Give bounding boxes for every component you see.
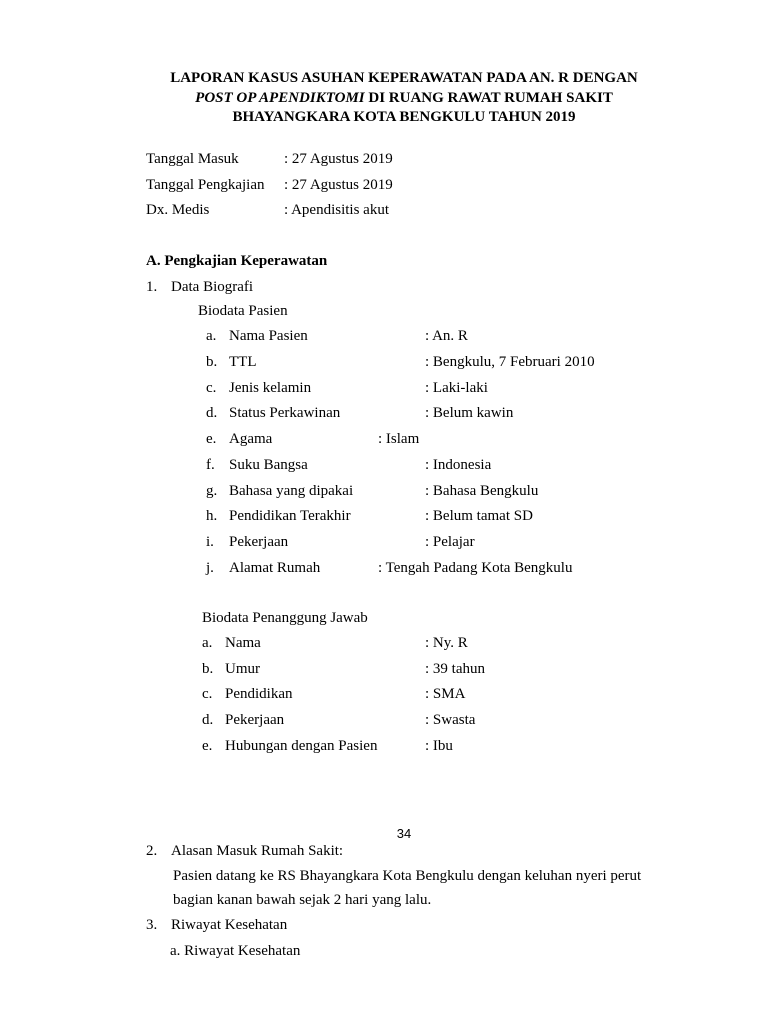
pj-label-umur: Umur [225,661,260,677]
section-a-heading: A. Pengkajian Keperawatan [146,253,328,269]
bp-value-suku-bangsa: : Indonesia [425,457,492,473]
item-2-number: 2. [146,843,158,859]
item-3-label: Riwayat Kesehatan [171,917,288,933]
bp-letter-i: i. [206,534,214,550]
pj-letter-e: e. [202,738,213,754]
bp-label-ttl: TTL [229,354,257,370]
title-line-2 [0,90,768,107]
info-label-tanggal-pengkajian: Tanggal Pengkajian [146,177,265,193]
item-1-number: 1. [146,279,158,295]
item-3-number: 3. [146,917,158,933]
bp-letter-h: h. [206,508,218,524]
bp-value-agama: : Islam [378,431,420,447]
pj-letter-c: c. [202,686,213,702]
bp-label-alamat-rumah: Alamat Rumah [229,560,321,576]
info-value-dx-medis: : Apendisitis akut [284,202,389,218]
bp-letter-e: e. [206,431,217,447]
item-3-sub-a: a. Riwayat Kesehatan [170,943,301,959]
bp-label-pekerjaan: Pekerjaan [229,534,289,550]
bp-letter-f: f. [206,457,215,473]
pj-value-umur: : 39 tahun [425,661,485,677]
bp-letter-g: g. [206,483,218,499]
bp-value-pekerjaan: : Pelajar [425,534,475,550]
bp-label-suku-bangsa: Suku Bangsa [229,457,308,473]
item-2-text-line-1: Pasien datang ke RS Bhayangkara Kota Bengkulu dengan keluhan nyeri perut [173,868,642,884]
bp-label-pendidikan-terakhir: Pendidikan Terakhir [229,508,351,524]
biodata-pasien-heading: Biodata Pasien [198,303,288,319]
info-label-dx-medis: Dx. Medis [146,202,210,218]
pj-label-hubungan: Hubungan dengan Pasien [225,738,378,754]
pj-letter-d: d. [202,712,214,728]
page-number: 34 [396,826,412,841]
bp-label-bahasa: Bahasa yang dipakai [229,483,354,499]
title-line-2-rest: DI RUANG RAWAT RUMAH SAKIT [364,90,613,106]
bp-letter-c: c. [206,380,217,396]
bp-value-jenis-kelamin: : Laki-laki [425,380,488,396]
bp-letter-d: d. [206,405,218,421]
info-value-tanggal-masuk: : 27 Agustus 2019 [284,151,393,167]
bp-label-status-perkawinan: Status Perkawinan [229,405,341,421]
pj-value-pendidikan: : SMA [425,686,466,702]
pj-letter-b: b. [202,661,214,677]
item-2-label: Alasan Masuk Rumah Sakit: [171,843,344,859]
bp-letter-j: j. [206,560,214,576]
bp-value-bahasa: : Bahasa Bengkulu [425,483,539,499]
bp-value-status-perkawinan: : Belum kawin [425,405,514,421]
bp-letter-b: b. [206,354,218,370]
pj-value-pekerjaan: : Swasta [425,712,476,728]
pj-value-hubungan: : Ibu [425,738,453,754]
bp-label-nama-pasien: Nama Pasien [229,328,308,344]
pj-letter-a: a. [202,635,213,651]
bp-value-ttl: : Bengkulu, 7 Februari 2010 [425,354,595,370]
bp-value-alamat-rumah: : Tengah Padang Kota Bengkulu [378,560,573,576]
item-1-label: Data Biografi [171,279,254,295]
pj-label-pekerjaan: Pekerjaan [225,712,285,728]
title-line-1: LAPORAN KASUS ASUHAN KEPERAWATAN PADA AN. R DENGAN [170,70,638,86]
biodata-pj-heading: Biodata Penanggung Jawab [202,610,368,626]
pj-label-nama: Nama [225,635,261,651]
bp-value-nama-pasien: : An. R [425,328,468,344]
bp-label-agama: Agama [229,431,273,447]
info-label-tanggal-masuk: Tanggal Masuk [146,151,239,167]
info-value-tanggal-pengkajian: : 27 Agustus 2019 [284,177,393,193]
bp-value-pendidikan-terakhir: : Belum tamat SD [425,508,533,524]
title-italic: POST OP APENDIKTOMI [195,90,365,106]
title-line-3: BHAYANGKARA KOTA BENGKULU TAHUN 2019 [232,109,576,125]
bp-letter-a: a. [206,328,217,344]
item-2-text-line-2: bagian kanan bawah sejak 2 hari yang lalu. [173,892,432,908]
pj-label-pendidikan: Pendidikan [225,686,293,702]
pj-value-nama: : Ny. R [425,635,468,651]
bp-label-jenis-kelamin: Jenis kelamin [229,380,312,396]
